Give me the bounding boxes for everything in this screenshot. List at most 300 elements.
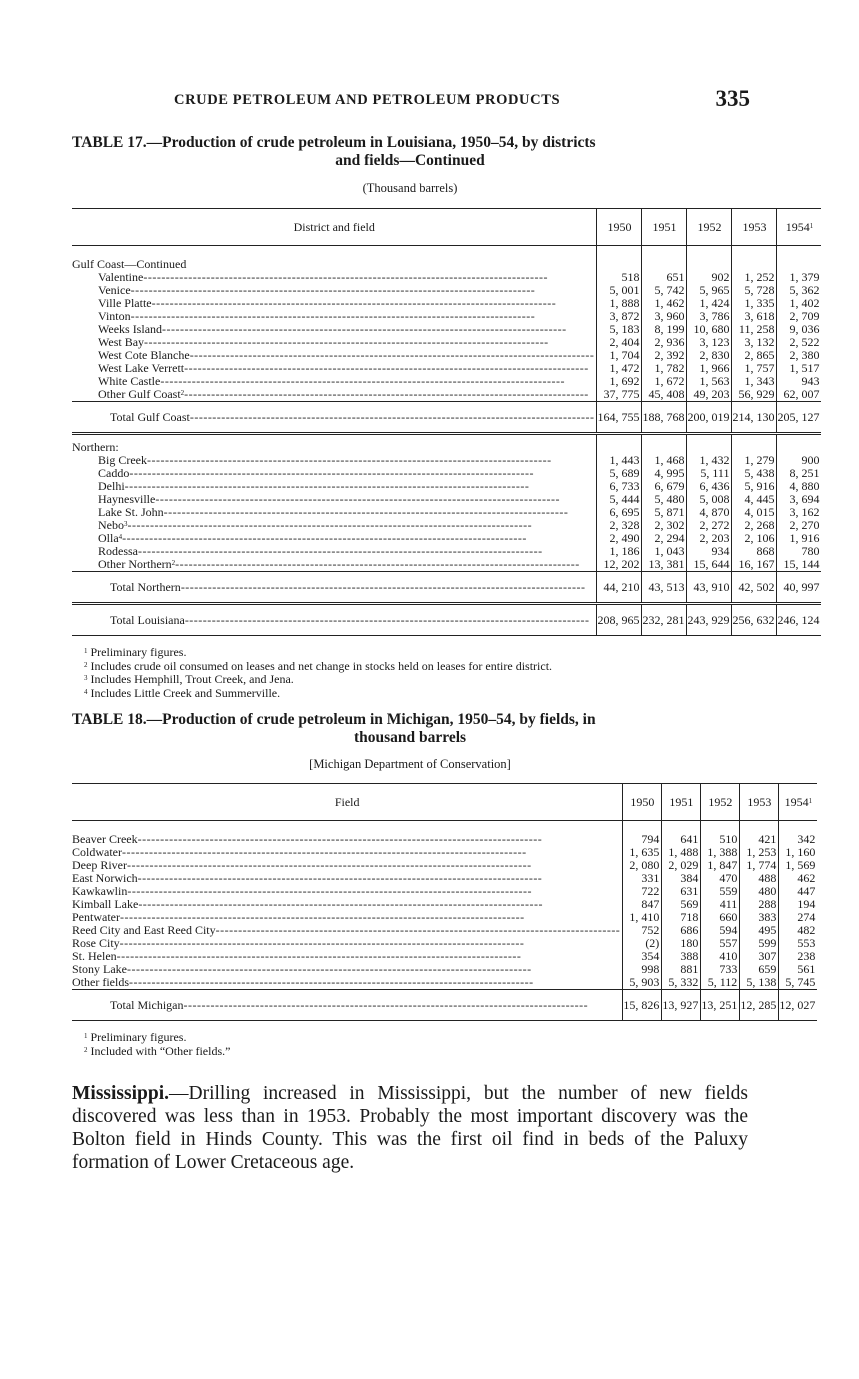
row-value: 2, 029 bbox=[662, 859, 701, 872]
table18 bbox=[72, 783, 817, 1021]
row-name: Deep River bbox=[72, 859, 127, 872]
row-value: 1, 966 bbox=[687, 362, 732, 375]
row-value: 5, 183 bbox=[597, 323, 642, 336]
row-value: 5, 916 bbox=[732, 480, 777, 493]
row-value: (2) bbox=[623, 937, 662, 950]
table17-row bbox=[72, 558, 821, 572]
row-value: 2, 302 bbox=[642, 519, 687, 532]
row-value: 631 bbox=[662, 885, 701, 898]
row-value: 49, 203 bbox=[687, 388, 732, 402]
table18-row bbox=[72, 833, 817, 846]
row-value: 902 bbox=[687, 271, 732, 284]
row-label bbox=[72, 493, 597, 506]
row-value: 5, 444 bbox=[597, 493, 642, 506]
row-value: 2, 203 bbox=[687, 532, 732, 545]
table18-row bbox=[72, 950, 817, 963]
row-value: 43, 910 bbox=[687, 572, 732, 604]
row-name: Stony Lake bbox=[72, 963, 127, 976]
table17-subtitle: (Thousand barrels) bbox=[362, 181, 458, 195]
row-value: 2, 380 bbox=[777, 349, 822, 362]
row-value: 569 bbox=[662, 898, 701, 911]
row-name: Total Northern bbox=[110, 580, 181, 594]
row-value: 518 bbox=[597, 271, 642, 284]
row-value: 1, 043 bbox=[642, 545, 687, 558]
row-label bbox=[72, 950, 623, 963]
row-label bbox=[72, 532, 597, 545]
table18-header-row bbox=[72, 784, 817, 821]
row-value: 1, 443 bbox=[597, 454, 642, 467]
table18-footnotes bbox=[72, 1031, 748, 1058]
row-value: 56, 929 bbox=[732, 388, 777, 402]
row-label bbox=[72, 976, 623, 990]
running-head bbox=[72, 88, 748, 116]
row-label bbox=[72, 297, 597, 310]
row-name: West Cote Blanche bbox=[98, 349, 190, 362]
row-footnote-ref: 2 bbox=[180, 389, 185, 397]
row-value: 1, 847 bbox=[701, 859, 740, 872]
row-label bbox=[72, 872, 623, 885]
row-value: 2, 404 bbox=[597, 336, 642, 349]
table18-row bbox=[72, 885, 817, 898]
row-value: 495 bbox=[740, 924, 779, 937]
row-value: 164, 755 bbox=[597, 402, 642, 434]
table18-row bbox=[72, 859, 817, 872]
row-value: 594 bbox=[701, 924, 740, 937]
row-value: 900 bbox=[777, 454, 822, 467]
table17-col-year: 1951 bbox=[642, 209, 687, 246]
row-label bbox=[72, 604, 597, 636]
row-value: 40, 997 bbox=[777, 572, 822, 604]
row-name: Nebo bbox=[98, 519, 124, 532]
table18-row bbox=[72, 911, 817, 924]
row-value: 15, 144 bbox=[777, 558, 822, 572]
footnote: $^2$ Includes crude oil consumed on leases and net change in stocks held on leases for entire district. bbox=[84, 658, 553, 673]
row-label bbox=[72, 402, 597, 434]
row-value: 5, 001 bbox=[597, 284, 642, 297]
row-value: 5, 362 bbox=[777, 284, 822, 297]
table17-section bbox=[72, 134, 820, 700]
row-name: Kimball Lake bbox=[72, 898, 139, 911]
row-value: 238 bbox=[779, 950, 818, 963]
row-label bbox=[72, 572, 597, 604]
row-value: 12, 027 bbox=[779, 990, 818, 1021]
row-value: 45, 408 bbox=[642, 388, 687, 402]
row-value: 307 bbox=[740, 950, 779, 963]
row-value: 6, 733 bbox=[597, 480, 642, 493]
row-value: 5, 965 bbox=[687, 284, 732, 297]
row-value: 1, 424 bbox=[687, 297, 732, 310]
row-value: 214, 130 bbox=[732, 402, 777, 434]
row-value: 1, 635 bbox=[623, 846, 662, 859]
row-value: 934 bbox=[687, 545, 732, 558]
row-value: 8, 199 bbox=[642, 323, 687, 336]
row-value: 733 bbox=[701, 963, 740, 976]
row-value: 288 bbox=[740, 898, 779, 911]
table18-col-year: 1951 bbox=[662, 784, 701, 821]
row-value: 274 bbox=[779, 911, 818, 924]
table17-group-northern: Northern: bbox=[72, 434, 821, 455]
row-value: 1, 462 bbox=[642, 297, 687, 310]
row-value: 388 bbox=[662, 950, 701, 963]
table17-col-year: 1952 bbox=[687, 209, 732, 246]
row-value: 5, 689 bbox=[597, 467, 642, 480]
row-value: 1, 782 bbox=[642, 362, 687, 375]
row-label bbox=[72, 362, 597, 375]
row-footnote-ref: 4 bbox=[118, 533, 123, 541]
row-value: 1, 704 bbox=[597, 349, 642, 362]
row-value: 943 bbox=[777, 375, 822, 388]
row-value: 4, 880 bbox=[777, 480, 822, 493]
table17-total-louisiana bbox=[72, 604, 821, 636]
table18-col-field: Field bbox=[334, 794, 360, 809]
row-value: 421 bbox=[740, 833, 779, 846]
table17-title: TABLE 17.—Production of crude petroleum in Louisiana, 1950–54, by districts and fields—Continued bbox=[72, 134, 596, 169]
row-value: 3, 786 bbox=[687, 310, 732, 323]
row-value: 1, 692 bbox=[597, 375, 642, 388]
row-value: 5, 871 bbox=[642, 506, 687, 519]
row-name: White Castle bbox=[98, 375, 161, 388]
row-value: 232, 281 bbox=[642, 604, 687, 636]
row-label bbox=[72, 336, 597, 349]
row-value: 1, 253 bbox=[740, 846, 779, 859]
running-title: CRUDE PETROLEUM AND PETROLEUM PRODUCTS bbox=[174, 92, 561, 108]
row-value: 752 bbox=[623, 924, 662, 937]
table17-col-year: 1954$^1$ bbox=[777, 209, 822, 246]
row-value: 488 bbox=[740, 872, 779, 885]
row-value: 1, 888 bbox=[597, 297, 642, 310]
row-value: 1, 402 bbox=[777, 297, 822, 310]
row-label bbox=[72, 323, 597, 336]
table17-footnotes bbox=[72, 646, 748, 700]
row-name: East Norwich bbox=[72, 872, 138, 885]
row-label bbox=[72, 859, 623, 872]
footnote: $^1$ Preliminary figures. bbox=[84, 1030, 187, 1044]
row-value: 9, 036 bbox=[777, 323, 822, 336]
row-value: 1, 916 bbox=[777, 532, 822, 545]
row-label bbox=[72, 924, 623, 937]
row-label bbox=[72, 990, 623, 1021]
row-value: 205, 127 bbox=[777, 402, 822, 434]
table17-row bbox=[72, 532, 821, 545]
row-label bbox=[72, 558, 597, 572]
row-value: 868 bbox=[732, 545, 777, 558]
row-value: 1, 343 bbox=[732, 375, 777, 388]
row-label bbox=[72, 898, 623, 911]
row-label bbox=[72, 937, 623, 950]
row-value: 1, 488 bbox=[662, 846, 701, 859]
table18-col-year: 1950 bbox=[623, 784, 662, 821]
row-value: 5, 008 bbox=[687, 493, 732, 506]
table18-col-year: 1953 bbox=[740, 784, 779, 821]
row-label bbox=[72, 963, 623, 976]
row-value: 2, 392 bbox=[642, 349, 687, 362]
row-value: 1, 517 bbox=[777, 362, 822, 375]
row-value: 2, 522 bbox=[777, 336, 822, 349]
body-lead: Mississippi. bbox=[72, 1083, 169, 1104]
row-value: 794 bbox=[623, 833, 662, 846]
footnote: $^3$ Includes Hemphill, Trout Creek, and Jena. bbox=[84, 672, 294, 686]
row-name: Haynesville bbox=[98, 493, 156, 506]
row-label bbox=[72, 284, 597, 297]
row-value: 1, 252 bbox=[732, 271, 777, 284]
row-value: 383 bbox=[740, 911, 779, 924]
row-value: 2, 490 bbox=[597, 532, 642, 545]
row-value: 5, 112 bbox=[701, 976, 740, 990]
row-value: 1, 472 bbox=[597, 362, 642, 375]
row-value: 208, 965 bbox=[597, 604, 642, 636]
row-value: 37, 775 bbox=[597, 388, 642, 402]
row-name: Other Northern bbox=[98, 558, 172, 571]
row-value: 4, 995 bbox=[642, 467, 687, 480]
table18-subtitle: [Michigan Department of Conservation] bbox=[309, 757, 511, 771]
row-value: 43, 513 bbox=[642, 572, 687, 604]
row-label bbox=[72, 545, 597, 558]
row-name: Kawkawlin bbox=[72, 885, 128, 898]
page-number: 335 bbox=[715, 86, 750, 111]
row-value: 1, 563 bbox=[687, 375, 732, 388]
row-value: 1, 757 bbox=[732, 362, 777, 375]
row-value: 4, 445 bbox=[732, 493, 777, 506]
row-name: Valentine bbox=[98, 271, 144, 284]
row-value: 718 bbox=[662, 911, 701, 924]
table18-row bbox=[72, 963, 817, 976]
row-value: 5, 480 bbox=[642, 493, 687, 506]
table17-col-district: District and field bbox=[293, 219, 375, 234]
row-label bbox=[72, 388, 597, 402]
row-value: 641 bbox=[662, 833, 701, 846]
row-value: 256, 632 bbox=[732, 604, 777, 636]
row-value: 5, 332 bbox=[662, 976, 701, 990]
row-value: 1, 379 bbox=[777, 271, 822, 284]
table18-row bbox=[72, 937, 817, 950]
row-value: 1, 672 bbox=[642, 375, 687, 388]
row-value: 651 bbox=[642, 271, 687, 284]
row-value: 462 bbox=[779, 872, 818, 885]
row-value: 15, 644 bbox=[687, 558, 732, 572]
row-value: 2, 936 bbox=[642, 336, 687, 349]
row-label bbox=[72, 846, 623, 859]
row-name: Total Gulf Coast bbox=[110, 410, 190, 424]
row-value: 686 bbox=[662, 924, 701, 937]
row-value: 411 bbox=[701, 898, 740, 911]
row-value: 470 bbox=[701, 872, 740, 885]
table17-col-year: 1953 bbox=[732, 209, 777, 246]
row-value: 3, 132 bbox=[732, 336, 777, 349]
row-value: 1, 186 bbox=[597, 545, 642, 558]
row-value: 599 bbox=[740, 937, 779, 950]
row-value: 722 bbox=[623, 885, 662, 898]
row-name: Beaver Creek bbox=[72, 833, 138, 846]
row-label bbox=[72, 271, 597, 284]
row-value: 12, 202 bbox=[597, 558, 642, 572]
row-label bbox=[72, 454, 597, 467]
row-value: 15, 826 bbox=[623, 990, 662, 1021]
row-name: Caddo bbox=[98, 467, 130, 480]
table18-row bbox=[72, 898, 817, 911]
row-value: 3, 694 bbox=[777, 493, 822, 506]
row-value: 480 bbox=[740, 885, 779, 898]
row-value: 2, 106 bbox=[732, 532, 777, 545]
footnote: $^1$ Preliminary figures. bbox=[84, 645, 187, 659]
row-value: 342 bbox=[779, 833, 818, 846]
table17-total-gulf bbox=[72, 402, 821, 434]
row-label bbox=[72, 506, 597, 519]
row-value: 188, 768 bbox=[642, 402, 687, 434]
row-value: 998 bbox=[623, 963, 662, 976]
row-name: Pentwater bbox=[72, 911, 120, 924]
row-value: 200, 019 bbox=[687, 402, 732, 434]
table18-title: TABLE 18.—Production of crude petroleum in Michigan, 1950–54, by fields, in thousand barrels bbox=[72, 711, 596, 746]
table17-group-gulf: Gulf Coast—Continued bbox=[72, 258, 821, 271]
row-value: 1, 569 bbox=[779, 859, 818, 872]
table17-row bbox=[72, 388, 821, 402]
row-value: 410 bbox=[701, 950, 740, 963]
row-label bbox=[72, 519, 597, 532]
row-value: 3, 960 bbox=[642, 310, 687, 323]
row-name: Total Louisiana bbox=[110, 613, 185, 627]
row-name: St. Helen bbox=[72, 950, 117, 963]
row-value: 1, 335 bbox=[732, 297, 777, 310]
row-name: West Bay bbox=[98, 336, 145, 349]
table17-total-northern bbox=[72, 572, 821, 604]
row-value: 557 bbox=[701, 937, 740, 950]
row-name: Big Creek bbox=[98, 454, 147, 467]
table17 bbox=[72, 208, 821, 636]
row-value: 10, 680 bbox=[687, 323, 732, 336]
row-value: 6, 436 bbox=[687, 480, 732, 493]
row-value: 3, 618 bbox=[732, 310, 777, 323]
row-value: 780 bbox=[777, 545, 822, 558]
row-value: 5, 745 bbox=[779, 976, 818, 990]
row-value: 62, 007 bbox=[777, 388, 822, 402]
row-value: 2, 328 bbox=[597, 519, 642, 532]
table18-row bbox=[72, 872, 817, 885]
row-value: 13, 251 bbox=[701, 990, 740, 1021]
row-value: 5, 903 bbox=[623, 976, 662, 990]
row-value: 5, 742 bbox=[642, 284, 687, 297]
footnote: $^4$ Includes Little Creek and Summerville. bbox=[84, 685, 281, 700]
row-name: Lake St. John bbox=[98, 506, 164, 519]
row-name: Ville Platte bbox=[98, 297, 152, 310]
row-value: 4, 015 bbox=[732, 506, 777, 519]
row-value: 194 bbox=[779, 898, 818, 911]
row-footnote-ref: 3 bbox=[124, 520, 128, 528]
row-value: 13, 381 bbox=[642, 558, 687, 572]
row-value: 447 bbox=[779, 885, 818, 898]
row-label bbox=[72, 885, 623, 898]
row-value: 881 bbox=[662, 963, 701, 976]
row-value: 482 bbox=[779, 924, 818, 937]
row-value: 384 bbox=[662, 872, 701, 885]
row-value: 5, 728 bbox=[732, 284, 777, 297]
row-value: 3, 123 bbox=[687, 336, 732, 349]
row-name: Vinton bbox=[98, 310, 131, 323]
row-name: Other fields bbox=[72, 976, 129, 989]
row-value: 2, 270 bbox=[777, 519, 822, 532]
row-value: 2, 080 bbox=[623, 859, 662, 872]
row-name: Olla bbox=[98, 532, 119, 545]
row-value: 660 bbox=[701, 911, 740, 924]
row-value: 2, 268 bbox=[732, 519, 777, 532]
row-name: Delhi bbox=[98, 480, 125, 493]
row-value: 510 bbox=[701, 833, 740, 846]
body-text: —Drilling increased in Mississippi, but the number of new fields discovered was less than in 1953. Probably the most important discovery was the Bolton field in Hinds County. This was the first oil find in beds of the Paluxy formation of Lower Cretaceous age. bbox=[72, 1083, 748, 1173]
row-value: 5, 438 bbox=[732, 467, 777, 480]
row-value: 1, 388 bbox=[701, 846, 740, 859]
table18-row bbox=[72, 976, 817, 990]
row-value: 2, 865 bbox=[732, 349, 777, 362]
row-value: 6, 679 bbox=[642, 480, 687, 493]
row-label bbox=[72, 480, 597, 493]
row-value: 561 bbox=[779, 963, 818, 976]
row-label bbox=[72, 833, 623, 846]
row-value: 11, 258 bbox=[732, 323, 777, 336]
row-name: Rose City bbox=[72, 937, 120, 950]
table18-col-year: 1952 bbox=[701, 784, 740, 821]
table17-col-year: 1950 bbox=[597, 209, 642, 246]
row-value: 2, 272 bbox=[687, 519, 732, 532]
row-value: 243, 929 bbox=[687, 604, 732, 636]
row-value: 4, 870 bbox=[687, 506, 732, 519]
row-value: 5, 138 bbox=[740, 976, 779, 990]
row-value: 2, 294 bbox=[642, 532, 687, 545]
table18-total-michigan bbox=[72, 990, 817, 1021]
row-value: 2, 830 bbox=[687, 349, 732, 362]
row-value: 44, 210 bbox=[597, 572, 642, 604]
table18-row bbox=[72, 924, 817, 937]
row-name: Coldwater bbox=[72, 846, 122, 859]
row-name: Weeks Island bbox=[98, 323, 163, 336]
row-value: 16, 167 bbox=[732, 558, 777, 572]
row-name: Other Gulf Coast bbox=[98, 388, 181, 401]
footnote: $^2$ Included with “Other fields.” bbox=[84, 1043, 231, 1058]
row-value: 1, 410 bbox=[623, 911, 662, 924]
row-value: 13, 927 bbox=[662, 990, 701, 1021]
table18-col-year: 1954$^1$ bbox=[779, 784, 818, 821]
row-label bbox=[72, 467, 597, 480]
row-value: 3, 872 bbox=[597, 310, 642, 323]
row-label bbox=[72, 911, 623, 924]
row-footnote-ref: 2 bbox=[171, 559, 176, 567]
row-value: 331 bbox=[623, 872, 662, 885]
row-name: Reed City and East Reed City bbox=[72, 924, 216, 937]
row-name: West Lake Verrett bbox=[98, 362, 185, 375]
row-name: Total Michigan bbox=[110, 998, 184, 1012]
row-value: 553 bbox=[779, 937, 818, 950]
row-value: 1, 468 bbox=[642, 454, 687, 467]
row-value: 42, 502 bbox=[732, 572, 777, 604]
row-label bbox=[72, 310, 597, 323]
row-value: 847 bbox=[623, 898, 662, 911]
row-value: 1, 160 bbox=[779, 846, 818, 859]
row-label bbox=[72, 349, 597, 362]
row-value: 180 bbox=[662, 937, 701, 950]
row-name: Rodessa bbox=[98, 545, 138, 558]
row-value: 559 bbox=[701, 885, 740, 898]
table17-header-row bbox=[72, 209, 821, 246]
body-paragraph bbox=[72, 1082, 748, 1174]
row-value: 1, 774 bbox=[740, 859, 779, 872]
row-value: 1, 279 bbox=[732, 454, 777, 467]
row-value: 246, 124 bbox=[777, 604, 822, 636]
row-value: 659 bbox=[740, 963, 779, 976]
table18-row bbox=[72, 846, 817, 859]
table18-section bbox=[72, 711, 816, 1194]
row-value: 5, 111 bbox=[687, 467, 732, 480]
row-value: 6, 695 bbox=[597, 506, 642, 519]
row-value: 12, 285 bbox=[740, 990, 779, 1021]
row-value: 2, 709 bbox=[777, 310, 822, 323]
